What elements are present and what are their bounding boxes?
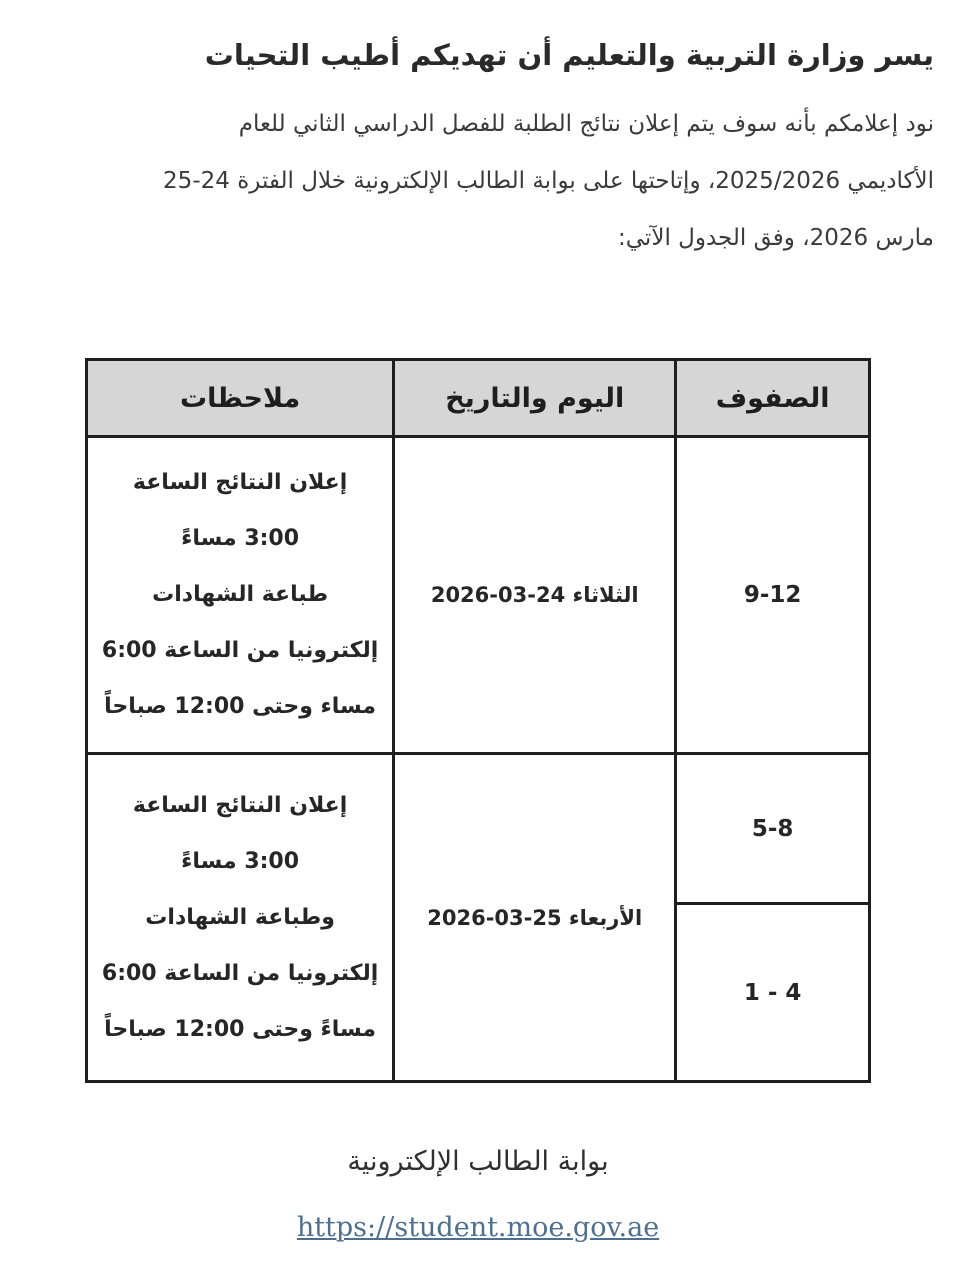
row2-grades-a: 5-8 — [676, 754, 870, 904]
note-line: إعلان النتائج الساعة — [132, 792, 348, 818]
table-row — [87, 437, 870, 754]
greeting-heading: يسر وزارة التربية والتعليم أن تهديكم أطيب التحيات — [204, 38, 934, 72]
intro-line-1: نود إعلامكم بأنه سوف يتم إعلان نتائج الطلبة للفصل الدراسي الثاني للعام — [238, 111, 934, 137]
intro-line-3: مارس 2026، وفق الجدول الآتي: — [618, 225, 934, 251]
portal-link[interactable]: https://student.moe.gov.ae — [296, 1212, 660, 1243]
row1-date: الثلاثاء 24-03-2026 — [394, 437, 676, 754]
intro-paragraph — [39, 96, 934, 267]
header-date: اليوم والتاريخ — [394, 360, 676, 437]
note-line: طباعة الشهادات — [152, 582, 329, 607]
row2-date: الأربعاء 25-03-2026 — [394, 754, 676, 1082]
header-grades: الصفوف — [676, 360, 870, 437]
table-header-row — [87, 360, 870, 437]
note-line: 3:00 مساءً — [181, 848, 300, 874]
note-line: إلكترونيا من الساعة 6:00 — [101, 960, 379, 986]
note-line: 3:00 مساءً — [181, 526, 300, 551]
intro-line-2: الأكاديمي 2025/2026، وإتاحتها على بوابة الطالب الإلكترونية خلال الفترة 24-25 — [163, 168, 934, 194]
note-line: مساءً وحتى 12:00 صباحاً — [104, 1016, 377, 1042]
row1-notes — [87, 437, 394, 754]
note-line: إعلان النتائج الساعة — [132, 470, 348, 495]
results-schedule-table — [85, 358, 871, 1083]
header-notes: ملاحظات — [87, 360, 394, 437]
row1-grades: 9-12 — [676, 437, 870, 754]
portal-title: بوابة الطالب الإلكترونية — [347, 1146, 609, 1177]
note-line: مساء وحتى 12:00 صباحاً — [104, 694, 377, 719]
note-line: إلكترونيا من الساعة 6:00 — [101, 638, 379, 663]
note-line: وطباعة الشهادات — [145, 904, 335, 930]
row2-notes — [87, 754, 394, 1082]
table-row — [87, 754, 870, 904]
row2-grades-b: 1 - 4 — [676, 904, 870, 1082]
